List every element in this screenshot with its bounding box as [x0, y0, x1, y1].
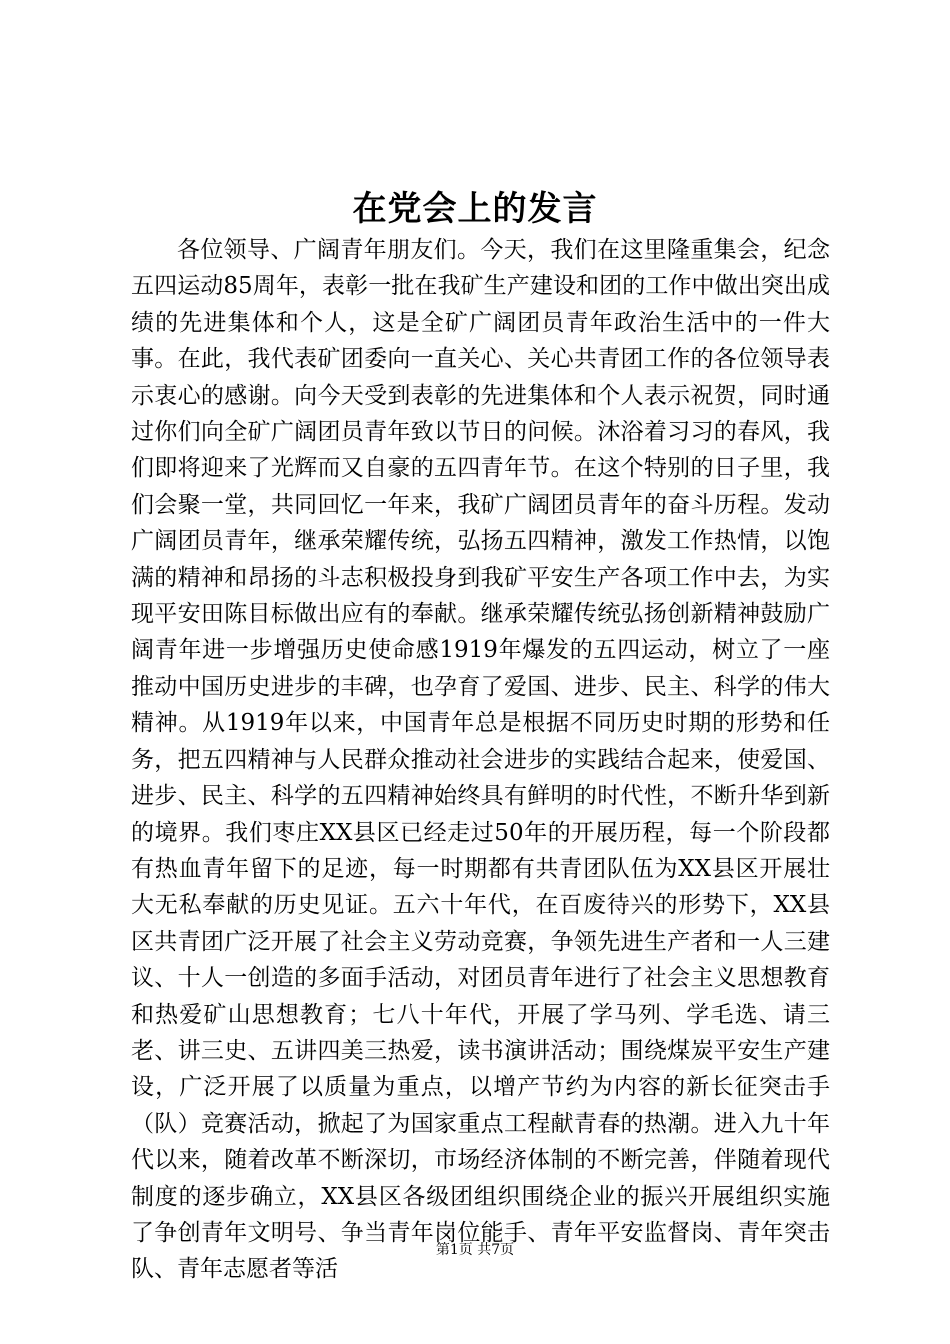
body-paragraph: 各位领导、广阔青年朋友们。今天，我们在这里隆重集会，纪念五四运动85周年，表彰一批在我矿生产建设和团的工作中做出突出成绩的先进集体和个人，这是全矿广阔团员青年政治生活中的一件大事。在此，我代表矿团委向一直关心、关心共青团工作的各位领导表示衷心的感谢。向今天受到表彰的先进集体和个人表示祝贺，同时通过你们向全矿广阔团员青年致以节日的问候。沐浴着习习的春风，我们即将迎来了光辉而又自豪的五四青年节。在这个特别的日子里，我们会聚一堂，共同回忆一年来，我矿广阔团员青年的奋斗历程。发动广阔团员青年，继承荣耀传统，弘扬五四精神，激发工作热情，以饱满的精神和昂扬的斗志积极投身到我矿平安生产各项工作中去，为实现平安田陈目标做出应有的奉献。继承荣耀传统弘扬创新精神鼓励广阔青年进一步增强历史使命感1919年爆发的五四运动，树立了一座推动中国历史进步的丰碑，也孕育了爱国、进步、民主、科学的伟大精神。从1919年以来，中国青年总是根据不同历史时期的形势和任务，把五四精神与人民群众推动社会进步的实践结合起来，使爱国、进步、民主、科学的五四精神始终具有鲜明的时代性，不断升华到新的境界。我们枣庄XX县区已经走过50年的开展历程，每一个阶段都有热血青年留下的足迹，每一时期都有共青团队伍为XX县区开展壮大无私奉献的历史见证。五六十年代，在百废待兴的形势下，XX县区共青团广泛开展了社会主义劳动竞赛，争领先进生产者和一人三建议、十人一创造的多面手活动，对团员青年进行了社会主义思想教育和热爱矿山思想教育；七八十年代，开展了学马列、学毛选、请三老、讲三史、五讲四美三热爱，读书演讲活动；围绕煤炭平安生产建设，广泛开展了以质量为重点，以增产节约为内容的新长征突击手（队）竞赛活动，掀起了为国家重点工程献青春的热潮。进入九十年代以来，随着改革不断深切，市场经济体制的不断完善，伴随着现代制度的逐步确立，XX县区各级团组织围绕企业的振兴开展组织实施了争创青年文明号、争当青年岗位能手、青年平安监督岗、青年突击队、青年志愿者等活 [131, 237, 830, 1283]
document-title: 在党会上的发言 [352, 189, 598, 229]
page-number: 第1页 共7页 [435, 1242, 515, 1258]
